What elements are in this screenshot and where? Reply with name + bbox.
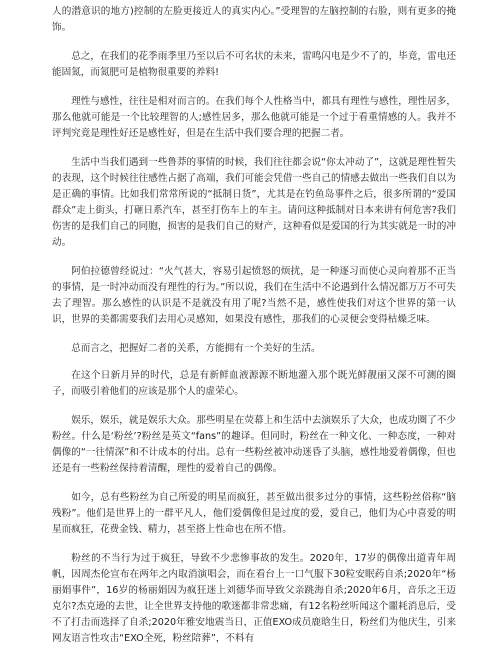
paragraph-8: 娱乐，娱乐，就是娱乐大众。那些明星在荧幕上和生活中去演娱乐了大众，也成功圈了不少粉丝。什么是‘粉丝’?粉丝是英文“fans”的趣译。但同时，粉丝在一种文化、一种态度，一种对偶像的“一往情深”和不计成本的付出。总有一些粉丝被冲动迷昏了头脑，感性地爱着偶像，但也还是有一些粉丝保持着清醒，理性的爱着自己的偶像。 — [52, 415, 456, 474]
paragraph-5: 阿伯拉德曾经说过：“火气甚大，容易引起愤怒的烦扰，是一种逐习而使心灵向着那不正当的事情，是一时冲动而没有理性的行为。”所以说，我们在生活中不论遇到什么情况都万万不可失去了理智。那么感性的认识是不是就没有用了呢?当然不是，感性使我们对这个世界的第一认识，世界的美都需要我们去用心灵感知，如果没有感性，那我们的心灵便会变得枯燥乏味。 — [52, 266, 456, 325]
paragraph-7: 在这个日新月异的时代，总是有新鲜血液源源不断地灌入那个既光鲜靓丽又深不可测的圈子，而吸引着他们的应该是那个人的虚荣心。 — [52, 370, 456, 397]
paragraph-9: 如今，总有些粉丝为自己所爱的明星而疯狂，甚至做出很多过分的事情，这些粉丝俗称“脑残粉”。他们是世界上的一群平凡人，他们爱偶像但是过度的爱，爱自己，他们为心中喜爱的明星而疯狂，花费金钱、精力，甚至搭上性命也在所不惜。 — [52, 492, 456, 535]
paragraph-3: 理性与感性，往往是相对而言的。在我们每个人性格当中，都具有理性与感性，理性居多，那么他就可能是一个比较理智的人;感性居多，那么他就可能是一个过于看重情感的人。我并不评判究竟是理性好还是感性好，但是在生活中我们要合理的把握二者。 — [52, 96, 456, 139]
paragraph-6: 总而言之，把握好二者的关系，方能拥有一个美好的生活。 — [71, 343, 321, 354]
paragraph-2: 总之，在我们的花季雨季里乃至以后不可名状的未来，雷鸣闪电是少不了的，毕竟，雷电还能固氮，而氮肥可是植物很重要的养料! — [52, 51, 456, 78]
paragraph-1: 人的潜意识的地方)控制的左脸更接近人的真实内心。”受理智的左脑控制的右脸，则有更多的掩饰。 — [52, 6, 456, 33]
paragraph-10: 粉丝的不当行为过于疯狂，导致不少悲惨事故的发生。2020年，17岁的偶像出道青年周帆，因周杰伦宣布在两年之内取消演唱会，而在看台上一口气服下30粒安眠药自杀;2020年“杨丽娟事件”，16岁的杨丽娟因为疯狂迷上刘德华而导致父亲跳海自杀;2020年6月，音乐之王迈克尔?杰克逊的去世，让全世界支持他的歌迷都非常悲痛，有12名粉丝听闻这个噩耗消息后，受不了打击而选择了自杀;2020年雅安地震当日，正值EXO成员鹿晗生日，粉丝们为他庆生，引来网友语言性攻击“EXO全死，粉丝陪葬”，不料有 — [52, 553, 456, 644]
paragraph-4: 生活中当我们遇到一些鲁莽的事情的时候，我们往往都会说“你太冲动了”，这就是理性暂失的表现，这个时候往往感性占据了高端，我们可能会凭借一些自己的情感去做出一些我们自以为是正确的事情。比如我们常常所说的“抵制日货”，尤其是在钓鱼岛事件之后，很多所谓的“爱国群众”走上街头，打砸日系汽车，甚至打伤车上的车主。请问这种抵制对日本来讲有何危害?我们伤害的是我们自己的同胞，损害的是我们自己的财产，这种看似是爱国的行为其实就是一时的冲动。 — [52, 157, 456, 248]
